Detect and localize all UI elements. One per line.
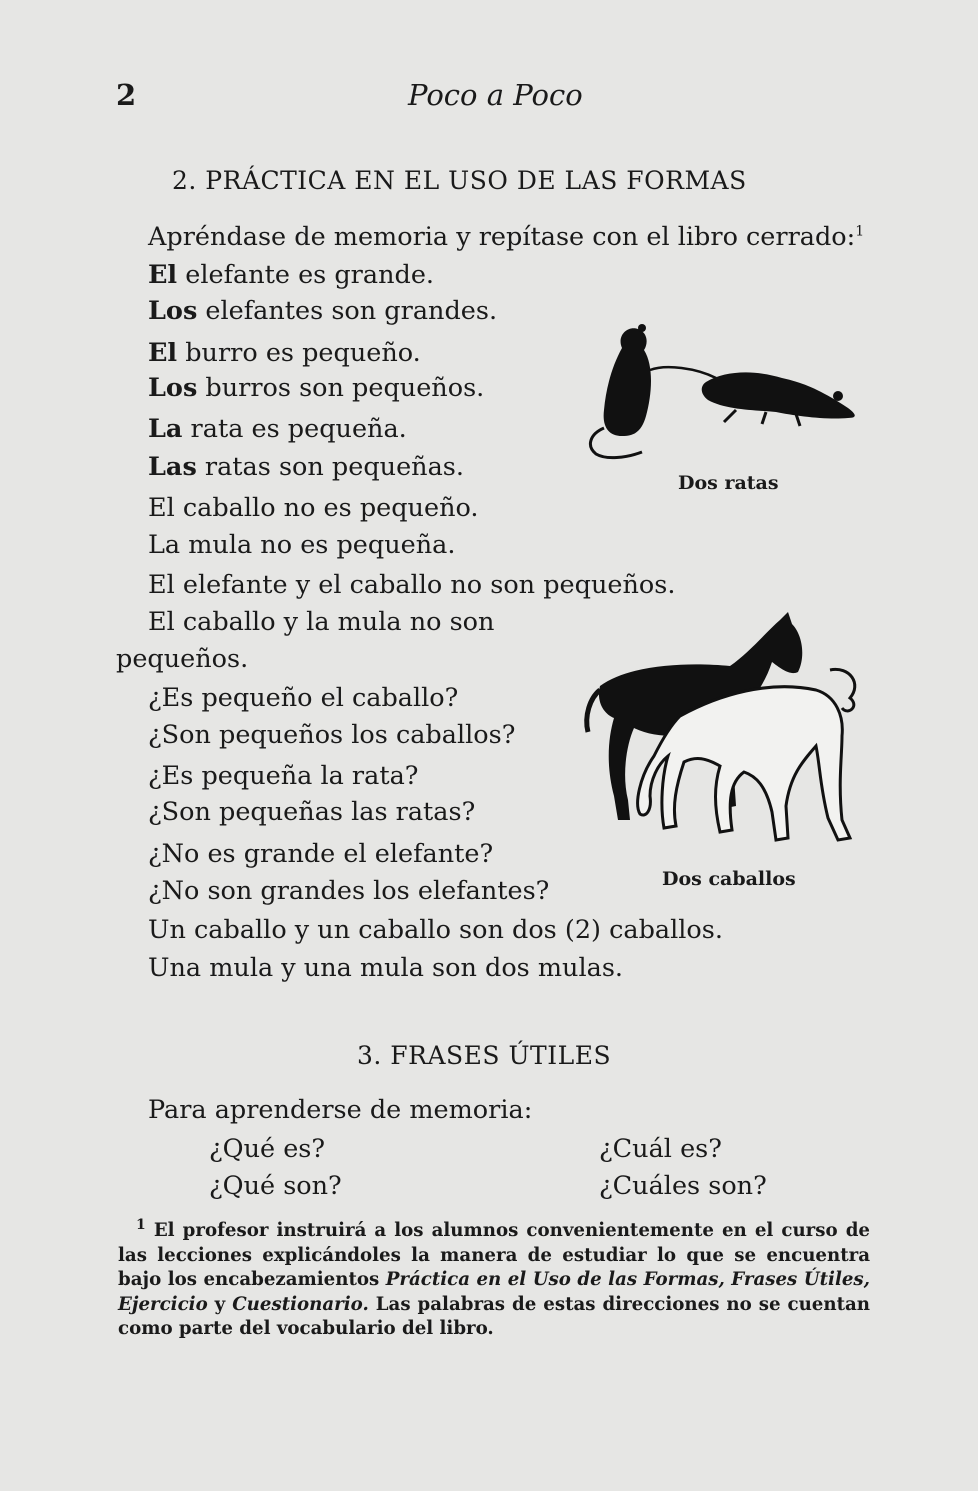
practice-line: La rata es pequeña. xyxy=(148,414,407,444)
practice-line: El elefante es grande. xyxy=(148,260,435,290)
footnote-ref: 1 xyxy=(855,223,865,240)
phrase-right-1: ¿Cuál es? xyxy=(599,1134,722,1164)
section-2-heading: 2. PRÁCTICA EN EL USO DE LAS FORMAS xyxy=(172,166,747,195)
phrase-right-2: ¿Cuáles son? xyxy=(599,1171,767,1201)
practice-line: El caballo no es pequeño. xyxy=(148,493,479,523)
practice-line: Una mula y una mula son dos mulas. xyxy=(148,953,624,983)
practice-line: ¿No son grandes los elefantes? xyxy=(148,876,550,906)
practice-line: La mula no es pequeña. xyxy=(148,530,456,560)
practice-line: ¿Es pequeño el caballo? xyxy=(148,683,459,713)
footnote-marker: 1 xyxy=(136,1216,146,1233)
horses-illustration xyxy=(580,606,870,866)
practice-line: Un caballo y un caballo son dos (2) caballos. xyxy=(148,915,723,945)
rats-illustration xyxy=(586,318,876,468)
practice-line: Las ratas son pequeñas. xyxy=(148,452,464,482)
caption-rats: Dos ratas xyxy=(678,472,779,494)
footnote: $^1$ El profesor instruirá a los alumnos convenientemente en el curso de las lecciones explicándoles la manera de estudiar lo que se encuentra bajo los encabezamientos Práctica en el Uso de las Formas, Frases Útiles, Ejercicio y Cuestionario. Las palabras de estas direcciones no se cuentan como parte del vocabulario del libro. xyxy=(118,1216,870,1339)
practice-line: Los elefantes son grandes. xyxy=(148,296,498,326)
section-2-intro: Apréndase de memoria y repítase con el libro cerrado:$^1$ xyxy=(148,222,865,252)
running-head: Poco a Poco xyxy=(408,78,583,112)
section-3-heading: 3. FRASES ÚTILES xyxy=(357,1041,612,1070)
practice-line: ¿No es grande el elefante? xyxy=(148,839,494,869)
practice-line: Los burros son pequeños. xyxy=(148,373,485,403)
section-3-intro: Para aprenderse de memoria: xyxy=(148,1095,533,1125)
practice-line: ¿Es pequeña la rata? xyxy=(148,761,419,791)
phrase-left-2: ¿Qué son? xyxy=(209,1171,342,1201)
practice-line: El caballo y la mula no son xyxy=(148,607,495,637)
practice-line: El burro es pequeño. xyxy=(148,338,421,368)
practice-line: ¿Son pequeños los caballos? xyxy=(148,720,516,750)
caption-horses: Dos caballos xyxy=(662,868,796,890)
page-number: 2 xyxy=(116,78,137,112)
practice-line: pequeños. xyxy=(116,644,249,674)
phrase-left-1: ¿Qué es? xyxy=(209,1134,326,1164)
practice-line: El elefante y el caballo no son pequeños. xyxy=(148,570,676,600)
practice-line: ¿Son pequeñas las ratas? xyxy=(148,797,476,827)
